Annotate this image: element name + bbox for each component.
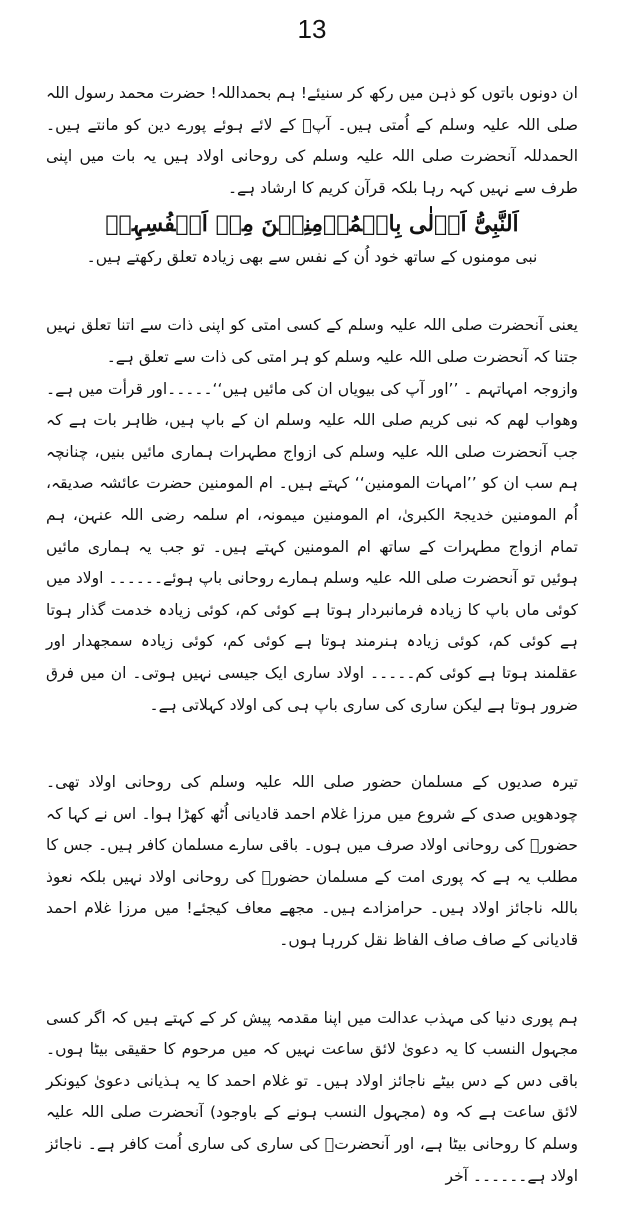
paragraph-opening: ان دونوں باتوں کو ذہن میں رکھ کر سنیئے! ہم بحمداللہ! حضرت محمد رسول اللہ صلی اللہ علیہ وسلم کے اُمتی ہیں۔ آپؐ کے لائے ہوئے پورے دین کو مانتے ہیں۔ الحمدللہ آنحضرت صلی اللہ علیہ وسلم کی روحانی اولاد ہیں یہ بات میں اپنی طرف سے نہیں کہہ رہا بلکہ قرآن کریم کا ارشاد ہے۔ [46,84,578,197]
page-body [46,78,578,1192]
page-number: 13 [297,14,327,44]
paragraph-court-argument: ہم پوری دنیا کی مہذب عدالت میں اپنا مقدمہ پیش کر کے کہتے ہیں کہ اگر کسی مجہول النسب کا یہ دعویٰ لائق ساعت نہیں کہ میں مرحوم کا حقیقی بیٹا ہوں۔ باقی دس کے دس بیٹے ناجائز اولاد ہیں۔ تو غلام احمد کا یہ ہذیانی دعویٰ کیونکر لائق ساعت ہے کہ وہ (مجہول النسب ہونے کے باوجود) آنحضرت صلی اللہ علیہ وسلم کا روحانی بیٹا ہے، اور آنحضرتؐ کی ساری کی ساری اُمت کافر ہے۔ ناجائز اولاد ہے۔۔۔۔۔۔ آخر [46,1008,578,1185]
paragraph-thirteen-centuries: تیرہ صدیوں کے مسلمان حضور صلی اللہ علیہ وسلم کی روحانی اولاد تھی۔ چودھویں صدی کے شروع میں مرزا غلام احمد قادیانی اُٹھ کھڑا ہوا۔ اس نے کہا کہ حضورؐ کی روحانی اولاد صرف میں ہوں۔ باقی سارے مسلمان کافر ہیں۔ جس کا مطلب یہ ہے کہ پوری امت کے مسلمان حضورؐ کی روحانی اولاد نہیں بلکہ نعوذ باللہ ناجائز اولاد ہیں۔ حرامزادے ہیں۔ مجھے معاف کیجئے! میں مرزا غلام احمد قادیانی کے صاف صاف الفاظ نقل کررہا ہوں۔ [46,773,578,950]
quran-verse: اَلنَّبِیُّ اَوۡلٰی بِالۡمُؤۡمِنِیۡنَ مِنۡ اَنۡفُسِہِمۡ [105,211,519,238]
paragraph-explanation: یعنی آنحضرت صلی اللہ علیہ وسلم کے کسی امتی کو اپنی ذات سے اتنا تعلق نہیں جتنا کہ آنحضرت صلی اللہ علیہ وسلم کو ہر امتی کی ذات سے تعلق ہے۔ [46,316,578,366]
verse-translation: نبی مومنوں کے ساتھ خود اُن کے نفس سے بھی زیادہ تعلق رکھتے ہیں۔ [86,248,538,267]
paragraph-spiritual-parents: وازوجہ امہاتہم ۔ ’’اور آپ کی بیویاں ان کی مائیں ہیں‘‘۔۔۔۔۔اور قرأت میں ہے۔ وھواب لھم کہ نبی کریم صلی اللہ علیہ وسلم ان کے باپ ہیں، ظاہر بات ہے کہ جب آنحضرت صلی اللہ علیہ وسلم کی ازواج مطہرات ہماری مائیں بنیں، چنانچہ ہم سب ان کو ’’امہات المومنین‘‘ کہتے ہیں۔ ام المومنین حضرت عائشہ صدیقہ، اُم المومنین خدیجۃ الکبریٰ، ام المومنین میمونہ، ام سلمہ رضی اللہ عنہن، ہم تمام ازواج مطہرات کے ساتھ ام المومنین کہتے ہیں۔ تو جب یہ ہماری مائیں ہوئیں تو آنحضرت صلی اللہ علیہ وسلم ہمارے روحانی باپ ہوئے۔۔۔۔۔۔ اولاد میں کوئی ماں باپ کا زیادہ فرمانبردار ہوتا ہے کوئی کم، کوئی زیادہ خدمت گذار ہوتا ہے کوئی کم، کوئی زیادہ ہنرمند ہوتا ہے کوئی کم، کوئی زیادہ سمجھدار اور عقلمند ہوتا ہے کوئی کم۔۔۔۔۔ اولاد ساری ایک جیسی نہیں ہوتی۔ ان میں فرق ضرور ہوتا ہے لیکن ساری کی ساری باپ ہی کی اولاد کہلاتی ہے۔ [46,379,578,714]
